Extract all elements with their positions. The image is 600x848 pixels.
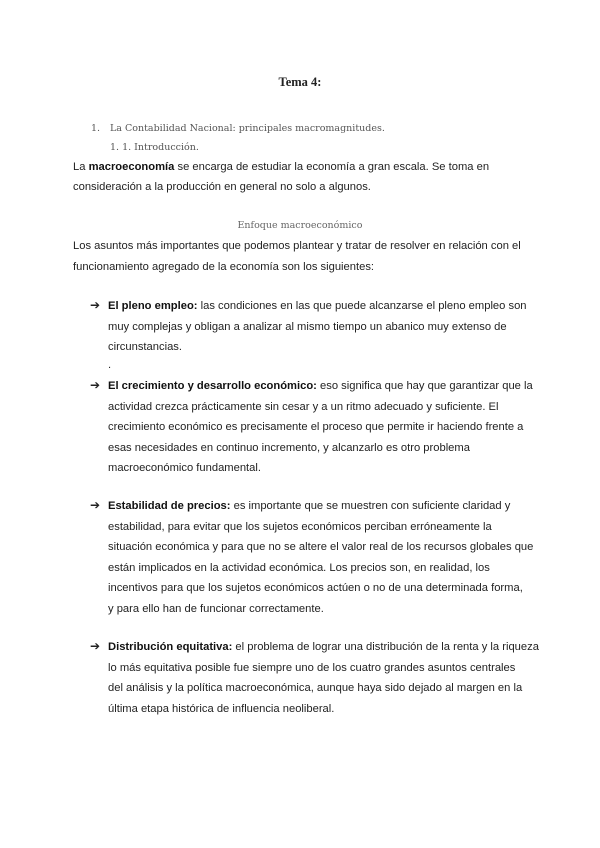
intro-rest: se encarga de estudiar la economía a gran escala. Se toma en	[174, 161, 490, 173]
bullet-line	[108, 379, 533, 393]
bullet-line	[108, 640, 539, 654]
bullet-lead: Distribución equitativa:	[108, 641, 233, 653]
intro-line-2: consideración a la producción en general no solo a algunos.	[73, 181, 371, 193]
bullet-lead: El crecimiento y desarrollo económico:	[108, 380, 317, 392]
bullet-line: del análisis y la política macroeconómica, aunque haya sido dejado al margen en la	[108, 682, 523, 694]
outline-number: 1.	[91, 123, 101, 134]
bullet-lead: El pleno empleo:	[108, 300, 198, 312]
bullet-text: el problema de lograr una distribución de la renta y la riqueza	[232, 641, 539, 653]
lead-line-1: Los asuntos más importantes que podemos plantear y tratar de resolver en relación con el	[73, 240, 521, 252]
intro-pre: La	[73, 161, 89, 173]
bullet-line: muy complejas y obligan a analizar al mismo tiempo un abanico muy extenso de	[108, 320, 507, 333]
bullet-line	[108, 499, 510, 513]
bullet-line: actividad crezca prácticamente sin cesar y a un ritmo adecuado y suficiente. El	[108, 400, 499, 413]
stray-dot: .	[108, 359, 112, 371]
outline-heading-1: La Contabilidad Nacional: principales macromagnitudes.	[110, 123, 385, 134]
bullet-text: eso significa que hay que garantizar que la	[316, 380, 533, 392]
bullet-line: situación económica y para que no se altere el valor real de los recursos globales que	[108, 541, 534, 553]
bullet-line: incentivos para que los sujetos económicos actúen o no de una determinada forma,	[108, 582, 523, 594]
lead-line-2: funcionamiento agregado de la economía son los siguientes:	[73, 261, 375, 273]
bullet-line: esas necesidades en continuo incremento, y alcanzarlo es otro problema	[108, 441, 470, 454]
bullet-line: crecimiento económico es precisamente el proceso que permite ir haciendo frente a	[108, 421, 524, 434]
section-subheading: Enfoque macroeconómico	[237, 220, 363, 231]
bullet-line: última etapa histórica de influencia neoliberal.	[108, 702, 335, 715]
intro-bold-term: macroeconomía	[88, 161, 175, 173]
outline-heading-1-1: 1. 1. Introducción.	[110, 142, 199, 153]
bullet-line: lo más equitativa posible fue siempre uno de los cuatro grandes asuntos centrales	[108, 661, 516, 674]
bullet-lead: Estabilidad de precios:	[108, 500, 231, 512]
bullet-text: es importante que se muestren con suficiente claridad y	[230, 500, 511, 512]
arrow-right-icon: ➔	[90, 298, 101, 312]
document-title: Tema 4:	[278, 75, 322, 89]
arrow-right-icon: ➔	[90, 498, 101, 512]
bullet-line: macroeconómico fundamental.	[108, 462, 261, 475]
bullet-line	[108, 299, 527, 313]
intro-line-1	[73, 160, 489, 174]
bullet-line: estabilidad, para evitar que los sujetos económicos perciban erróneamente la	[108, 520, 492, 533]
bullet-text: las condiciones en las que puede alcanzarse el pleno empleo son	[197, 300, 527, 312]
arrow-right-icon: ➔	[90, 378, 101, 392]
bullet-line: están implicados en la actividad económica. Los precios son, en realidad, los	[108, 561, 490, 574]
arrow-right-icon: ➔	[90, 639, 101, 653]
bullet-line: circunstancias.	[108, 341, 182, 353]
bullet-line: y para ello han de funcionar correctamente.	[108, 602, 324, 615]
